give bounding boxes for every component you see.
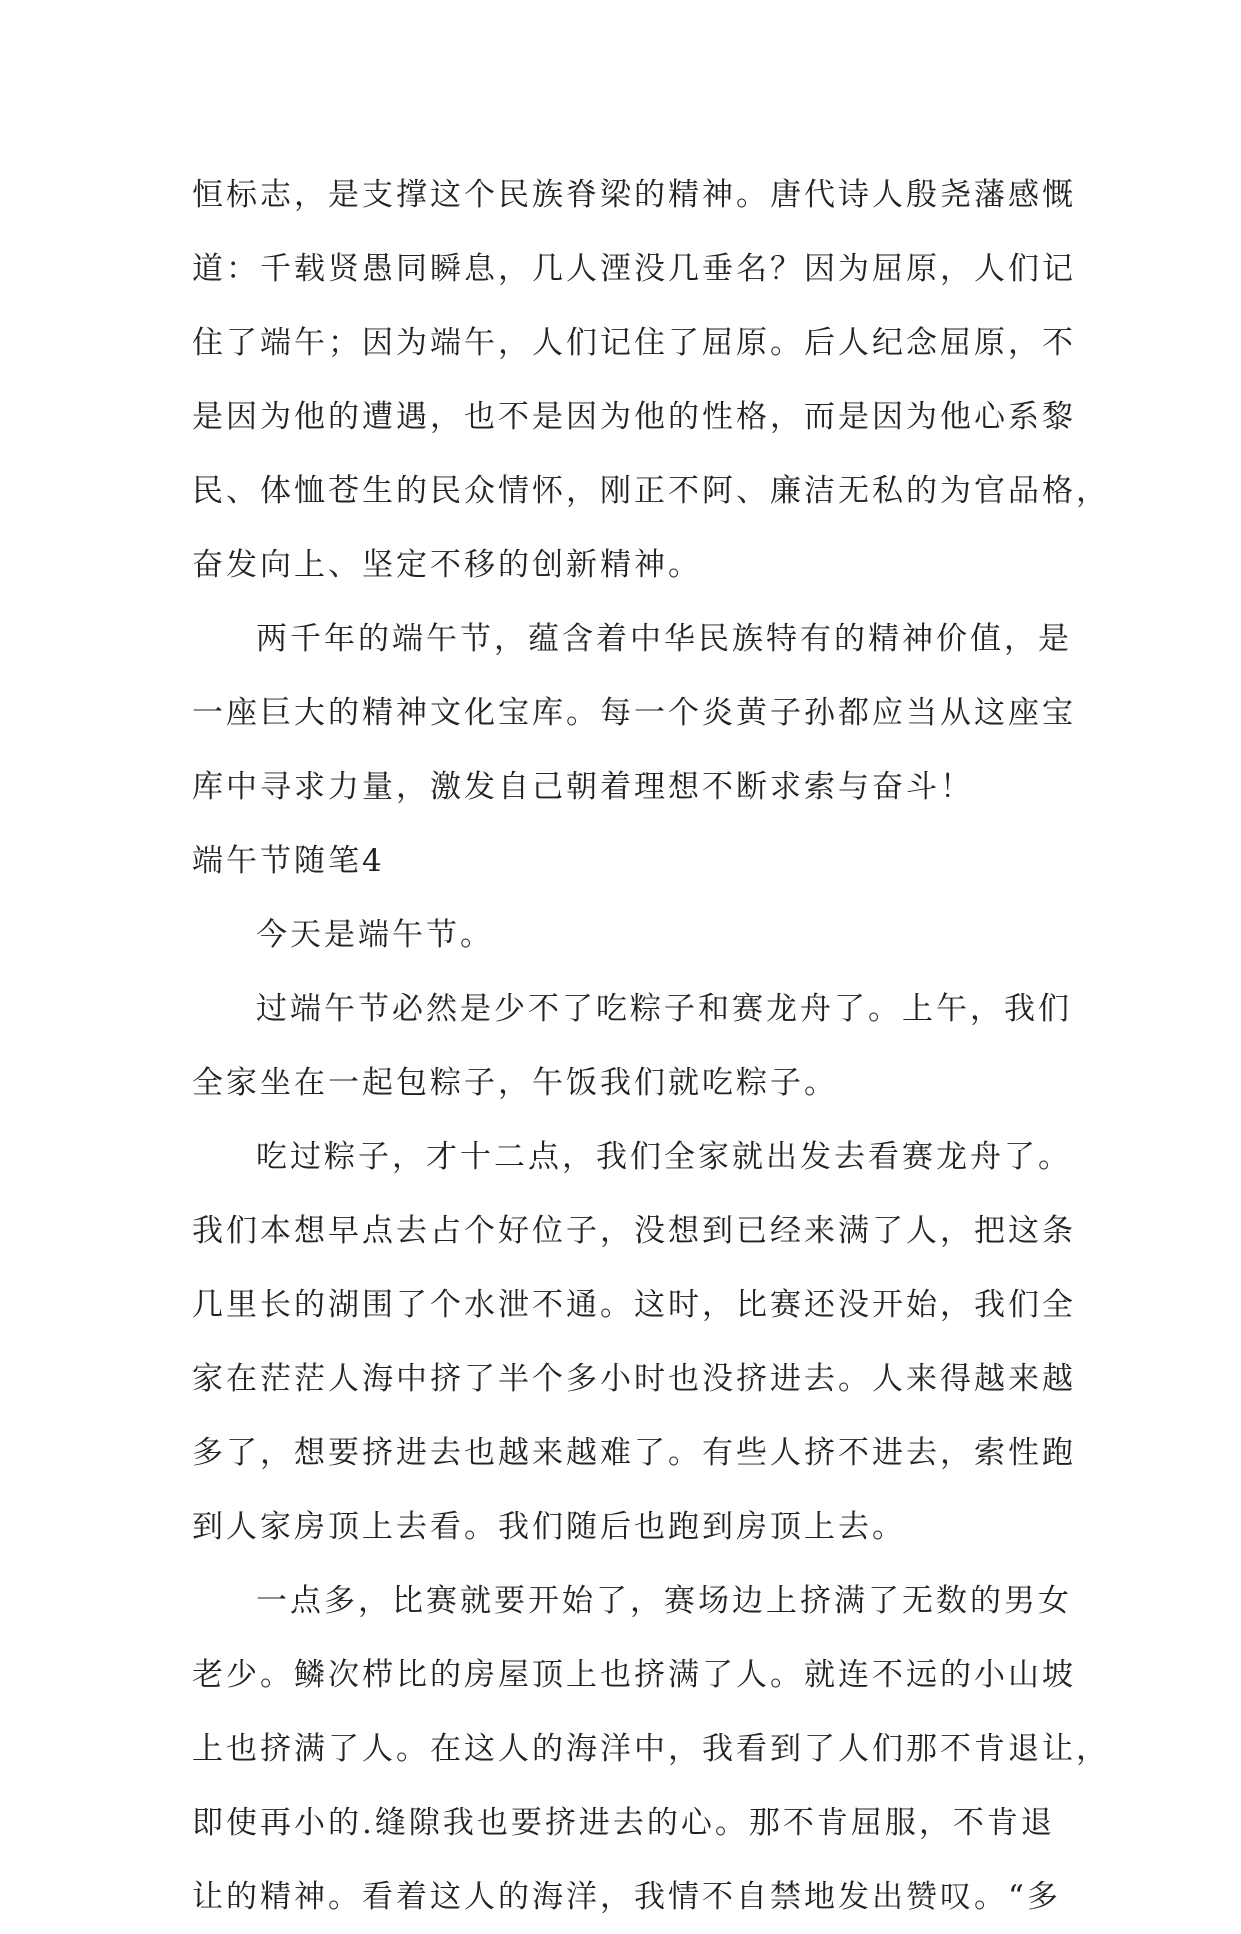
text-line: 全家坐在一起包粽子，午饭我们就吃粽子。: [192, 1065, 838, 1101]
text-line: 一点多，比赛就要开始了，赛场边上挤满了无数的男女: [256, 1583, 1072, 1619]
text-line: 民、体恤苍生的民众情怀，刚正不阿、廉洁无私的为官品格，: [192, 473, 1110, 509]
text-line: 吃过粽子，才十二点，我们全家就出发去看赛龙舟了。: [256, 1139, 1072, 1175]
text-line: 过端午节必然是少不了吃粽子和赛龙舟了。上午，我们: [256, 991, 1072, 1027]
text-line: 住了端午；因为端午，人们记住了屈原。后人纪念屈原，不: [192, 325, 1076, 361]
text-line: 两千年的端午节，蕴含着中华民族特有的精神价值，是: [256, 621, 1072, 657]
text-line: 端午节随笔4: [192, 843, 385, 879]
text-line: 道：千载贤愚同瞬息，几人湮没几垂名？因为屈原，人们记: [192, 251, 1076, 287]
text-line: 多了，想要挤进去也越来越难了。有些人挤不进去，索性跑: [192, 1435, 1076, 1471]
text-line: 今天是端午节。: [256, 917, 494, 953]
text-line: 我们本想早点去占个好位子，没想到已经来满了人，把这条: [192, 1213, 1076, 1249]
text-line: 一座巨大的精神文化宝库。每一个炎黄子孙都应当从这座宝: [192, 695, 1076, 731]
text-line: 奋发向上、坚定不移的创新精神。: [192, 547, 702, 583]
text-line: 家在茫茫人海中挤了半个多小时也没挤进去。人来得越来越: [192, 1361, 1076, 1397]
text-line: 让的精神。看着这人的海洋，我情不自禁地发出赞叹。“多: [192, 1879, 1061, 1915]
text-line: 老少。鳞次栉比的房屋顶上也挤满了人。就连不远的小山坡: [192, 1657, 1076, 1693]
text-line: 恒标志，是支撑这个民族脊梁的精神。唐代诗人殷尧藩感慨: [192, 177, 1076, 213]
text-line: 库中寻求力量，激发自己朝着理想不断求索与奋斗！: [192, 769, 974, 805]
text-line: 上也挤满了人。在这人的海洋中，我看到了人们那不肯退让，: [192, 1731, 1110, 1767]
document-body: [192, 158, 1110, 1934]
text-line: 即使再小的.缝隙我也要挤进去的心。那不肯屈服，不肯退: [192, 1805, 1055, 1841]
text-line: 几里长的湖围了个水泄不通。这时，比赛还没开始，我们全: [192, 1287, 1076, 1323]
text-line: 是因为他的遭遇，也不是因为他的性格，而是因为他心系黎: [192, 399, 1076, 435]
text-line: 到人家房顶上去看。我们随后也跑到房顶上去。: [192, 1509, 906, 1545]
